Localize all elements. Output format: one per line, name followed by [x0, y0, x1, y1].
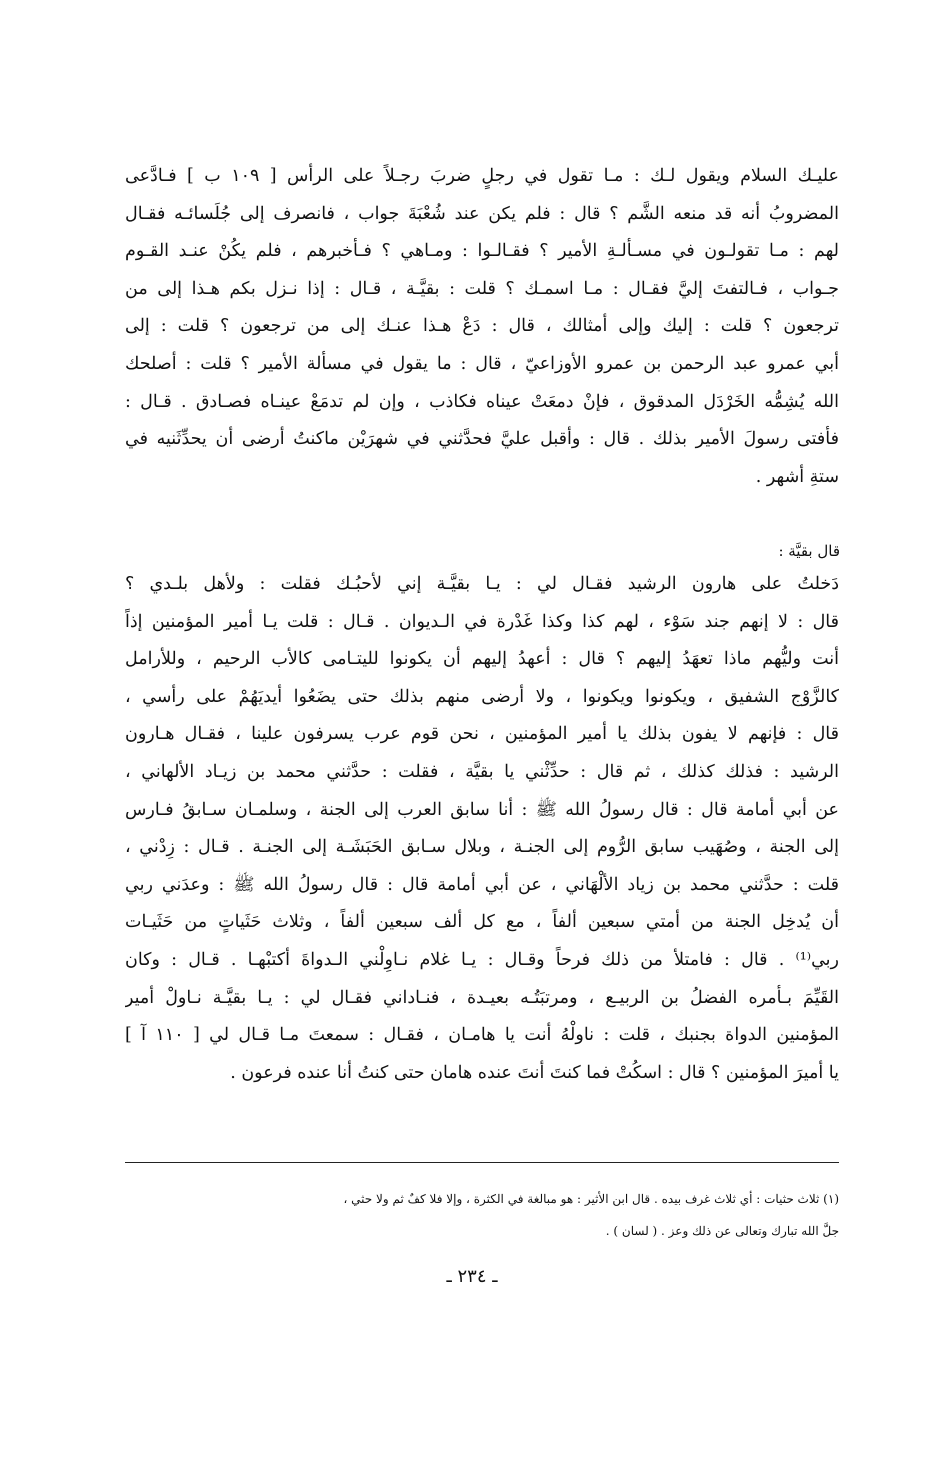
- text-line: عن أبي أمامة قال : قال رسولُ الله ﷺ : أنا سابق العرب إلى الجنة ، وسلمـان سـابقُ فـارس: [125, 799, 839, 820]
- text-line: دَخلتُ على هارون الرشيد فقـال لي : يـا بقيَّـة إني لأحبُـك فقلت : ولأهل بلـدي ؟: [125, 574, 839, 594]
- text-line: كالزَّوْج الشفيق ، ويكونوا ويكونوا ، ولا أرضى منهم بذلك حتى يضَعُوا أيديَهُمْ على رأسي ،: [125, 686, 839, 707]
- page-number: ـ ٢٣٤ ـ: [446, 1266, 498, 1287]
- text-line: أبي عمرو عبد الرحمن بن عمرو الأوزاعيّ ، قال : ما يقول في مسألة الأمير ؟ قلت : أصلحك: [125, 353, 839, 374]
- text-line: الله يُشِمُّه الخَرْدَل المدقوق ، فإنْ دمعَتْ عيناه فكاذب ، وإن لم تدمَعْ عينـاه فصـادق . قـال :: [125, 391, 839, 412]
- text-line: أنت وليُّهم ماذا تعهَدُ إليهم ؟ قال : أعهدُ إليهم أن يكونوا لليتـامى كالأب الرحيم ، وللأرامل: [125, 649, 839, 670]
- text-line: المؤمنين الدواة بجنبك ، قلت : ناولْهُ أنت يا هامـان ، فقـال : سمعتَ مـا قـال لي [ ١١٠ آ ]: [125, 1025, 839, 1046]
- text-line: ترجعون ؟ قلت : إليك وإلى أمثالك ، قال : دَعْ هـذا عنـك إلى من ترجعون ؟ قلت : إلى: [125, 316, 839, 337]
- section-heading: قال بقيَّة :: [778, 542, 840, 560]
- text-line: قال : لا إنهم جند سَوْء ، لهم كذا وكذا غَدْرة في الـديوان . قـال : قلت يـا أمير المؤمنين إذاً: [125, 611, 839, 632]
- footnote: [125, 1183, 839, 1247]
- footnote-line: (١) ثلاث حثيات : أي ثلاث غرف بيده . قال ابن الأثير : هو مبالغة في الكثرة ، وإلا فلا كفٌ ثم ولا حثي ،: [343, 1192, 839, 1206]
- text-line: ستةِ أشهر .: [755, 466, 839, 487]
- text-line: فأفتى رسولَ الأمير بذلك . قال : وأقبل عليَّ فحدَّثني في شهرَيْن ماكنتُ أرضى أن يحدِّثَنيه في: [125, 429, 839, 450]
- text-line: ربي⁽¹⁾ . قال : فامتلأ من ذلك فرحاً وقـال : يـا غلام نـاوِلْني الـدواةَ أكتبْهـا . قـال : وكان: [125, 949, 839, 970]
- text-line: أن يُدخِل الجنة من أمتي سبعين ألفاً ، مع كل ألف سبعين ألفاً ، وثلاث حَثَياتٍ من حَثَيـات: [125, 912, 839, 933]
- text-line: إلى الجنة ، وصُهَيب سابق الرُّوم إلى الجنـة ، وبلال سـابق الحَبَشَـة إلى الجنـة . قـال : زِدْني ،: [125, 837, 839, 858]
- text-line: جـواب ، فـالتفتَ إليَّ فقـال : مـا اسمـك ؟ قلت : بقيَّـة ، قـال : إذا نـزل بكم هـذا إلى من: [125, 278, 839, 299]
- text-line: القَيِّمَ بـأمره الفضلُ بن الربيـع ، ومرتبَتُـه بعيـدة ، فنـاداني فقـال لي : يـا بقيَّـة نـاولْ أمير: [125, 987, 839, 1008]
- paragraph-1: [125, 158, 839, 496]
- text-line: لهم : مـا تقولـون في مسـألـةِ الأمير ؟ فقـالـوا : ومـاهي ؟ فـأخبرهم ، فلم يكُنْ عنـد القـوم: [125, 241, 839, 262]
- text-line: المضروبُ أنه قد منعه الشَّم ؟ قال : فلم يكن عند شُعْبَةَ جواب ، فانصرف إلى جُلَسائـه فقـال: [125, 203, 839, 224]
- paragraph-2: [125, 566, 839, 1092]
- text-line: قال : فإنهم لا يفون بذلك يا أمير المؤمنين ، نحن قوم عرب يسرفون علينا ، فقـال هـارون: [125, 724, 839, 745]
- footnote-divider: [125, 1162, 839, 1163]
- text-line: قلت : حدَّثني محمد بن زياد الألْهَاني ، عن أبي أمامة قال : قال رسولُ الله ﷺ : وعدَني ربي: [125, 874, 839, 895]
- text-line: الرشيد : فذلك كذلك ، ثم قال : حدِّثْني يا بقيَّة ، فقلت : حدَّثني محمد بن زيـاد الألهاني ،: [125, 761, 839, 782]
- footnote-line: جلَّ الله تبارك وتعالى عن ذلك وعز . ( لسان ) .: [605, 1224, 839, 1238]
- text-line: يا أميرَ المؤمنين ؟ قال : اسكُتْ فما كنتَ أنتَ عنده هامان حتى كنتُ أنا عنده فرعون .: [230, 1062, 839, 1083]
- text-line: عليـك السلام ويقول لـك : مـا تقول في رجلٍ ضربَ رجـلاً على الرأس [ ١٠٩ ب ] فـادَّعى: [125, 166, 839, 186]
